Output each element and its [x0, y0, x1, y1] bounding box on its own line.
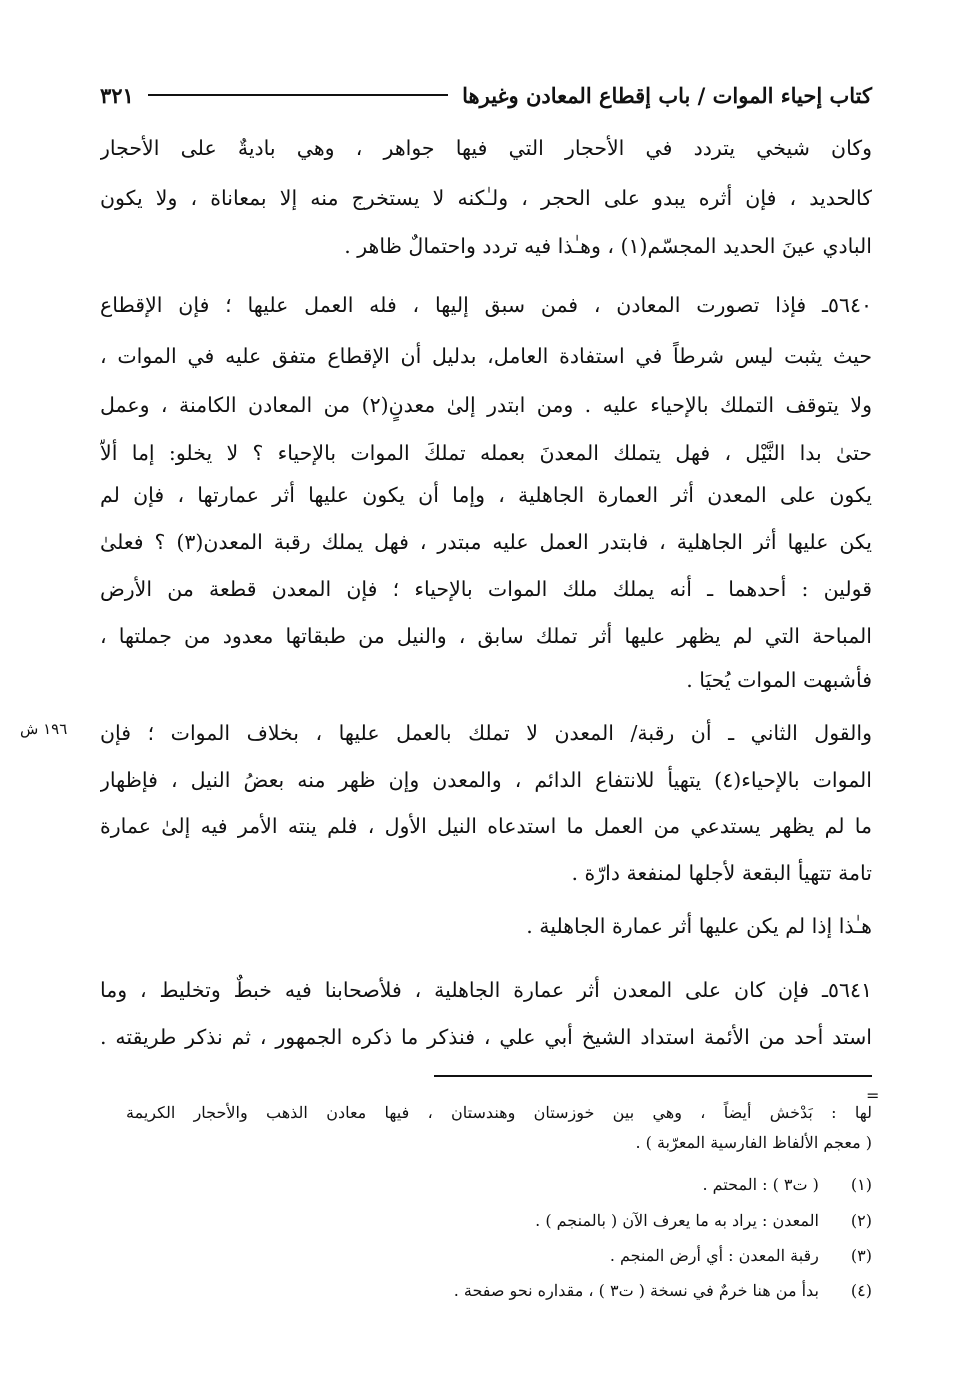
- footnote-rule: [434, 1075, 872, 1077]
- text-line: ما لم يظهر يستدعي من العمل ما استدعاه النيل الأول ، فلم ينته الأمر فيه إلىٰ عمارة: [100, 814, 872, 838]
- text-line: قولين : أحدهما ـ أنه يملك ملك الموات بالإحياء ؛ فإن المعدن قطعة من الأرض: [100, 577, 872, 601]
- text-line: يكون على المعدن أثر العمارة الجاهلية ، وإما أن يكون عليها أثر عمارتها ، فإن لم: [100, 483, 872, 507]
- text-line: كالحديد ، فإن أثره يبدو على الحجر ، ولـٰكنه لا يستخرج منه إلا بمعاناة ، ولا يكون: [100, 186, 872, 210]
- text-line: البادي عينَ الحديد المجسّم(١) ، وهـٰذا فيه تردد واحتمالٌ ظاهر .: [344, 234, 872, 258]
- footnote-continuation: ( معجم الألفاظ الفارسية المعرّبة ) .: [635, 1133, 872, 1152]
- footnote-text: المعدن : يراد به ما يعرف الآن ( بالمنجم ) .: [535, 1211, 819, 1230]
- text-line: الموات بالإحياء(٤) يتهيأ للانتفاع الدائم ، والمعدن وإن ظهر منه بعضُ النيل ، فإظهار: [100, 768, 872, 792]
- footnote-text: بدأ من هنا خرمٌ في نسخة ( ت٣ ) ، مقداره نحو صفحة .: [453, 1281, 819, 1300]
- text-line: ٥٦٤٠ـ فإذا تصورت المعادن ، فمن سبق إليها ، فله العمل عليها ؛ فإن الإقطاع: [100, 293, 872, 317]
- footnote-item: [535, 1206, 872, 1236]
- footnote-continuation: لها : بَدْخش أيضاً ، وهي بين خوزستان وهندستان ، فيها معادن الذهب والأحجار الكريمة: [126, 1103, 872, 1122]
- text-line: والقول الثاني ـ أن رقبة/ المعدن لا تملك بالعمل عليها ، بخلاف الموات ؛ فإن: [100, 721, 872, 745]
- running-header: [100, 78, 872, 112]
- footnote-number: (٢): [850, 1211, 872, 1230]
- footnote-item: [702, 1170, 872, 1200]
- footnote-text: ( ت٣ ) : المحتم .: [702, 1175, 819, 1194]
- header-title: كتاب إحياء الموات / باب إقطاع المعادن وغيرها: [462, 82, 872, 108]
- text-line: فأشبهت الموات يُحيَا .: [686, 668, 872, 692]
- text-line: حيث يثبت ليس شرطاً في استفادة العامل، بدليل أن الإقطاع متفق عليه في الموات ،: [100, 344, 872, 368]
- text-line: حتىٰ بدا النَّيْل ، فهل يتملك المعدنَ بعمله تملكَ الموات بالإحياء ؟ لا يخلو: إما ألاّ: [100, 441, 872, 465]
- footnote-item: [454, 1276, 872, 1306]
- text-line: يكن عليها أثر الجاهلية ، فابتدر العمل عليه مبتدر ، فهل يملك رقبة المعدن(٣) ؟ فعلىٰ: [100, 530, 872, 554]
- footnote-number: (١): [850, 1175, 872, 1194]
- text-line: استد أحد من الأئمة استداد الشيخ أبي علي ، فنذكر ما ذكره الجمهور ، ثم نذكر طريقته .: [100, 1025, 872, 1049]
- margin-note: ١٩٦ ش: [20, 720, 68, 738]
- text-line: المباحة التي لم يظهر عليها أثر تملك سابق ، والنيل من طبقاتها معدود من جملتها ،: [100, 624, 872, 648]
- footnote-number: (٣): [850, 1246, 872, 1265]
- footnote-continuation-mark: =: [866, 1086, 880, 1105]
- footnote-item: [610, 1241, 872, 1271]
- text-line: وكان شيخي يتردد في الأحجار التي فيها جواهر ، وهي باديةٌ على الأحجار: [100, 136, 872, 160]
- footnote-number: (٤): [850, 1281, 872, 1300]
- text-line: ولا يتوقف التملك بالإحياء عليه . ومن ابتدر إلىٰ معدنٍ(٢) من المعادن الكامنة ، وعمل: [100, 393, 872, 417]
- text-line: تامة تتهيأ البقعة لأجلها لمنفعة دارّة .: [571, 861, 872, 885]
- footnote-text: رقبة المعدن : أي أرض المنجم .: [609, 1246, 819, 1265]
- text-line: هـٰذا إذا لم يكن عليها أثر عمارة الجاهلية .: [526, 914, 872, 938]
- text-line: ٥٦٤١ـ فإن كان على المعدن أثر عمارة الجاهلية ، فلأصحابنا فيه خبطٌ وتخليط ، وما: [100, 978, 872, 1002]
- header-rule: [148, 94, 448, 96]
- page-number: ٣٢١: [100, 82, 134, 108]
